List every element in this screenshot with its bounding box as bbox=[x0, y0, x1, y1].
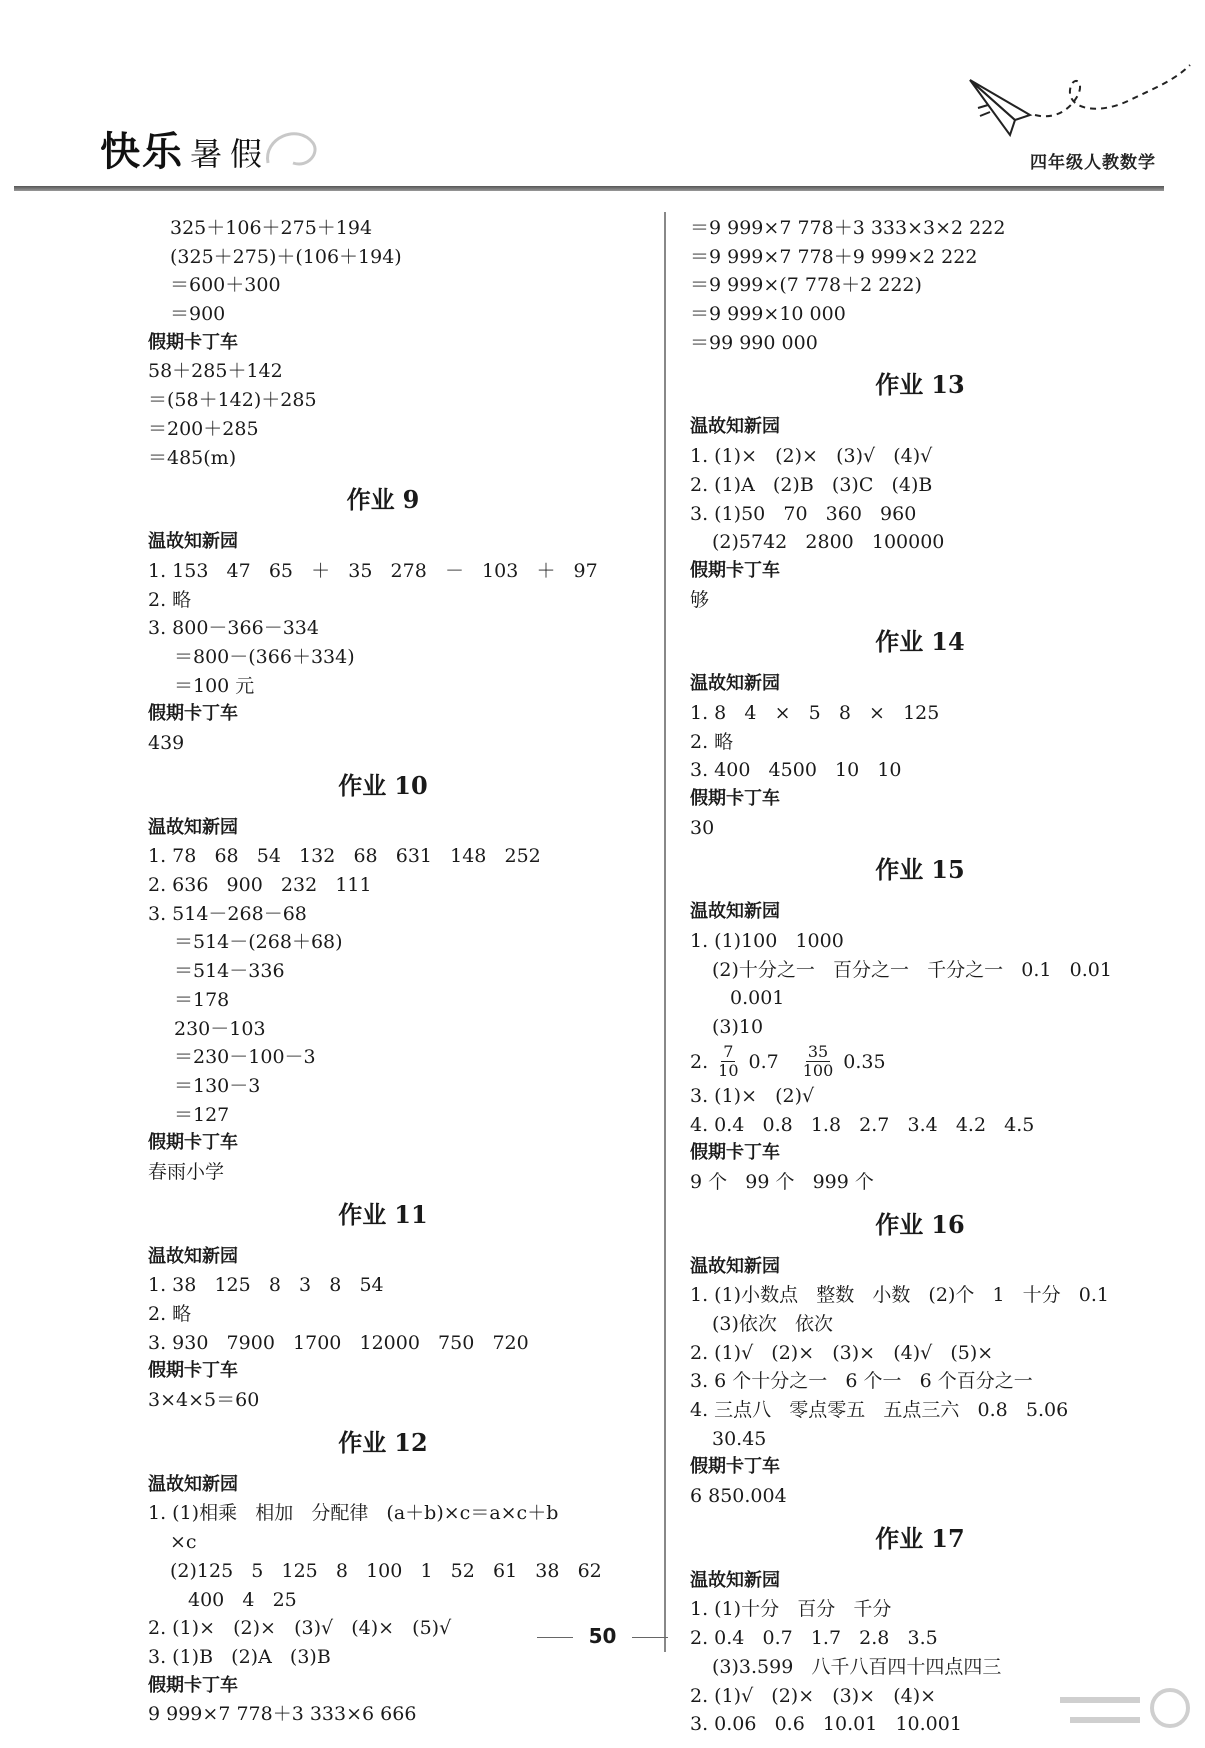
answer-line: 春雨小学 bbox=[148, 1160, 225, 1183]
section-title: 温故知新园 bbox=[148, 1473, 238, 1495]
answer-line: ＝127 bbox=[174, 1103, 230, 1126]
answer-line: ＝9 999×(7 778＋2 222) bbox=[690, 274, 922, 297]
assignment-heading-number: 10 bbox=[394, 770, 428, 800]
answer-line: 1. (1)十分 百分 千分 bbox=[690, 1598, 892, 1621]
assignment-heading bbox=[148, 472, 658, 528]
answer-line: 2. 略 bbox=[148, 588, 192, 611]
answer-line: (325＋275)＋(106＋194) bbox=[170, 245, 402, 268]
answer-line: 4. 三点八 零点零五 五点三六 0.8 5.06 bbox=[690, 1399, 1069, 1421]
assignment-heading-label: 作业 bbox=[346, 486, 395, 515]
answer-line: (3)依次 依次 bbox=[712, 1312, 834, 1335]
left-column bbox=[148, 214, 658, 1729]
assignment-heading-number: 13 bbox=[931, 370, 965, 400]
answer-line: ＝485(m) bbox=[148, 446, 237, 469]
assignment-heading-number: 17 bbox=[931, 1523, 965, 1553]
brand-logo bbox=[100, 120, 270, 177]
answer-line: ＝130－3 bbox=[174, 1074, 261, 1097]
answer-line: 9 999×7 778＋3 333×6 666 bbox=[148, 1703, 417, 1726]
answer-line: 1. (1)小数点 整数 小数 (2)个 1 十分 0.1 bbox=[690, 1284, 1110, 1307]
answer-line: 3. 0.06 0.6 10.01 10.001 bbox=[690, 1713, 962, 1736]
answer-line: 9 个 99 个 999 个 bbox=[690, 1170, 874, 1193]
section-title: 温故知新园 bbox=[690, 673, 780, 695]
section-title: 假期卡丁车 bbox=[148, 1360, 238, 1382]
brand-sub: 暑假 bbox=[190, 135, 271, 173]
section-title: 假期卡丁车 bbox=[148, 703, 238, 725]
column-divider bbox=[664, 212, 666, 1652]
assignment-heading-number: 11 bbox=[394, 1199, 428, 1229]
answer-line: (3)10 bbox=[712, 1016, 764, 1039]
answer-line: ＝9 999×10 000 bbox=[690, 303, 846, 326]
assignment-heading-number: 16 bbox=[931, 1209, 965, 1239]
answer-line: 2. 0.4 0.7 1.7 2.8 3.5 bbox=[690, 1627, 938, 1650]
answer-line: 325＋106＋275＋194 bbox=[170, 217, 373, 239]
answer-line: (3)3.599 八千八百四十四点四三 bbox=[712, 1655, 1002, 1678]
answer-line: 够 bbox=[690, 588, 710, 611]
fraction-denominator: 100 bbox=[802, 1061, 834, 1081]
section-title: 假期卡丁车 bbox=[148, 331, 238, 353]
watermark-logo bbox=[1050, 1680, 1200, 1748]
answer-line: 4. 0.4 0.8 1.8 2.7 3.4 4.2 4.5 bbox=[690, 1113, 1035, 1136]
answer-prefix: 2. bbox=[690, 1050, 709, 1073]
assignment-heading-label: 作业 bbox=[338, 1200, 387, 1229]
assignment-heading bbox=[690, 842, 1190, 898]
fraction-numerator: 7 bbox=[723, 1042, 734, 1062]
answer-line: 3. (1)× (2)√ bbox=[690, 1084, 815, 1107]
section-title: 温故知新园 bbox=[148, 531, 238, 553]
answer-line: (2)十分之一 百分之一 千分之一 0.1 0.01 bbox=[712, 958, 1112, 981]
swirl-decoration-icon bbox=[258, 118, 328, 178]
page-number: 50 bbox=[588, 1624, 617, 1648]
answer-line: 1. 78 68 54 132 68 631 148 252 bbox=[148, 845, 541, 868]
assignment-heading-label: 作业 bbox=[875, 371, 924, 400]
assignment-heading bbox=[690, 357, 1190, 413]
section-title: 假期卡丁车 bbox=[148, 1132, 238, 1154]
answer-line: 1. 8 4 × 5 8 × 125 bbox=[690, 701, 940, 724]
answer-line: 3. (1)B (2)A (3)B bbox=[148, 1645, 331, 1668]
answer-line: 3. 930 7900 1700 12000 750 720 bbox=[148, 1331, 529, 1354]
answer-line: 3×4×5＝60 bbox=[148, 1389, 260, 1412]
answer-line: ＝230－100－3 bbox=[174, 1046, 316, 1069]
fraction bbox=[803, 1043, 834, 1080]
answer-line: 3. 514－268－68 bbox=[148, 902, 307, 925]
assignment-heading-label: 作业 bbox=[875, 1210, 924, 1239]
answer-line: 6 850.004 bbox=[690, 1485, 787, 1508]
section-title: 假期卡丁车 bbox=[148, 1674, 238, 1696]
assignment-heading-number: 14 bbox=[931, 627, 965, 657]
footer-dash-left bbox=[537, 1637, 573, 1638]
section-title: 假期卡丁车 bbox=[690, 559, 780, 581]
answer-line: 3. 6 个十分之一 6 个一 6 个百分之一 bbox=[690, 1370, 1033, 1393]
answer-line-fractions bbox=[690, 1042, 1190, 1082]
fraction bbox=[718, 1043, 738, 1080]
answer-line: 0.001 bbox=[730, 987, 785, 1010]
section-title: 温故知新园 bbox=[690, 1255, 780, 1277]
assignment-heading bbox=[148, 1415, 658, 1471]
fraction-denominator: 10 bbox=[718, 1061, 739, 1081]
fraction-numerator: 35 bbox=[807, 1042, 829, 1062]
assignment-heading-number: 12 bbox=[394, 1427, 428, 1457]
assignment-heading-label: 作业 bbox=[338, 1428, 387, 1457]
right-column bbox=[690, 214, 1190, 1739]
answer-line: 2. 略 bbox=[690, 730, 734, 753]
answer-line: 1. 153 47 65 ＋ 35 278 － 103 ＋ 97 bbox=[148, 559, 598, 582]
section-title: 假期卡丁车 bbox=[690, 788, 780, 809]
answer-line: 400 4 25 bbox=[188, 1588, 297, 1611]
page-header bbox=[0, 0, 1205, 200]
brand-main: 快乐 bbox=[100, 129, 184, 175]
assignment-heading-label: 作业 bbox=[875, 628, 924, 657]
answer-line: 3. (1)50 70 360 960 bbox=[690, 502, 917, 525]
answer-line: 230－103 bbox=[174, 1017, 266, 1040]
paper-plane-icon bbox=[960, 60, 1200, 160]
answer-line: 2. 636 900 232 111 bbox=[148, 874, 372, 897]
answer-line: ＝600＋300 bbox=[170, 274, 281, 297]
assignment-heading-number: 9 bbox=[402, 485, 420, 515]
assignment-heading bbox=[690, 1511, 1190, 1567]
answer-line: 58＋285＋142 bbox=[148, 360, 283, 383]
answer-line: (2)5742 2800 100000 bbox=[712, 531, 945, 554]
answer-line: 2. (1)√ (2)× (3)× (4)× bbox=[690, 1684, 937, 1707]
answer-line: 3. 800－366－334 bbox=[148, 617, 319, 640]
footer-dash-right bbox=[632, 1637, 668, 1638]
answer-line: ×c bbox=[170, 1531, 197, 1554]
section-title: 假期卡丁车 bbox=[690, 1456, 780, 1478]
assignment-heading-label: 作业 bbox=[875, 1524, 924, 1553]
assignment-heading bbox=[690, 614, 1190, 670]
grade-label: 四年级人教数学 bbox=[1030, 153, 1156, 173]
decimal-value: 0.35 bbox=[843, 1050, 886, 1073]
section-title: 温故知新园 bbox=[148, 1245, 238, 1267]
answer-line: ＝200＋285 bbox=[148, 417, 259, 440]
assignment-heading-label: 作业 bbox=[875, 856, 924, 885]
answer-line: ＝514－336 bbox=[174, 960, 285, 983]
answer-line: ＝9 999×7 778＋9 999×2 222 bbox=[690, 245, 978, 268]
assignment-heading bbox=[148, 758, 658, 814]
page-footer bbox=[0, 1624, 1205, 1648]
section-title: 温故知新园 bbox=[690, 901, 780, 923]
section-title: 温故知新园 bbox=[148, 816, 238, 838]
answer-line: 3. 400 4500 10 10 bbox=[690, 759, 902, 782]
answer-line: 2. (1)× (2)× (3)√ (4)× (5)√ bbox=[148, 1617, 452, 1640]
section-title: 温故知新园 bbox=[690, 1569, 780, 1591]
section-title: 假期卡丁车 bbox=[690, 1142, 780, 1164]
answer-line: ＝900 bbox=[170, 303, 226, 326]
header-rule bbox=[14, 186, 1164, 191]
answer-line: ＝9 999×7 778＋3 333×3×2 222 bbox=[690, 217, 1006, 239]
answer-line: ＝514－(268＋68) bbox=[174, 931, 343, 954]
section-title: 温故知新园 bbox=[690, 416, 780, 438]
assignment-heading bbox=[148, 1187, 658, 1243]
answer-line: ＝(58＋142)＋285 bbox=[148, 389, 317, 412]
answer-line: ＝99 990 000 bbox=[690, 331, 818, 354]
answer-line: ＝178 bbox=[174, 988, 230, 1011]
assignment-heading-label: 作业 bbox=[338, 771, 387, 800]
decimal-value: 0.7 bbox=[748, 1050, 779, 1073]
answer-line: (2)125 5 125 8 100 1 52 61 38 62 bbox=[170, 1559, 602, 1582]
answer-line: 2. (1)A (2)B (3)C (4)B bbox=[690, 473, 933, 496]
answer-line: 1. (1)相乘 相加 分配律 (a＋b)×c＝a×c＋b bbox=[148, 1502, 559, 1525]
answer-line: 1. 38 125 8 3 8 54 bbox=[148, 1274, 384, 1297]
answer-line: ＝800－(366＋334) bbox=[174, 645, 355, 668]
answer-line: 439 bbox=[148, 732, 185, 754]
answer-line: 1. (1)100 1000 bbox=[690, 930, 844, 953]
answer-line: 2. (1)√ (2)× (3)× (4)√ (5)× bbox=[690, 1341, 994, 1364]
answer-line: 30.45 bbox=[712, 1427, 767, 1450]
assignment-heading-number: 15 bbox=[931, 855, 965, 885]
answer-line: 2. 略 bbox=[148, 1303, 192, 1325]
answer-line: 1. (1)× (2)× (3)√ (4)√ bbox=[690, 445, 933, 468]
answer-line: 30 bbox=[690, 816, 715, 839]
assignment-heading bbox=[690, 1197, 1190, 1253]
answer-line: ＝100 元 bbox=[174, 674, 255, 697]
